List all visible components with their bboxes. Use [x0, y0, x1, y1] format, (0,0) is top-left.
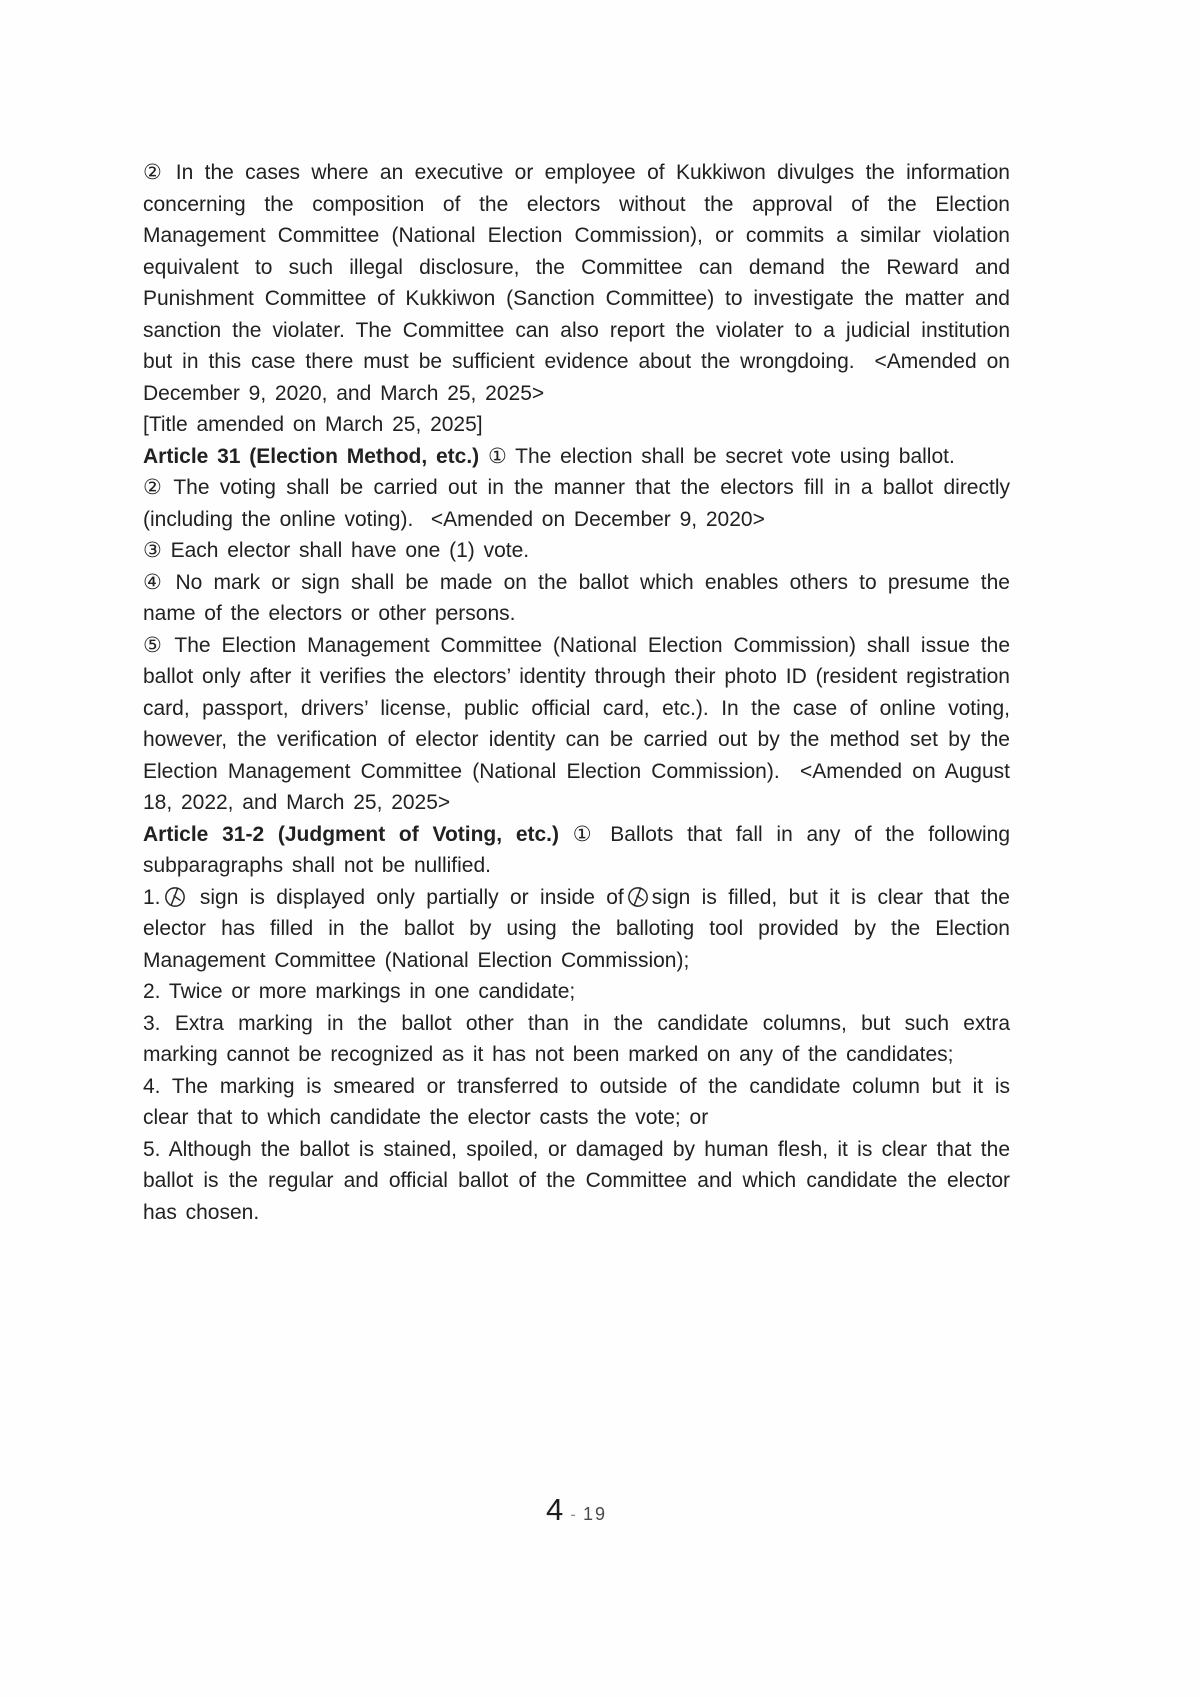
subitem-1	[143, 882, 1010, 977]
subitem-3: 3. Extra marking in the ballot other than in the candidate columns, but such extra marking cannot be recognized as it has not been marked on any of the candidates;	[143, 1011, 1010, 1066]
subitem-1-text-b: sign is filled, but it is clear that the elector has filled in the ballot by using the balloting tool provided by the Election Management Committee (National Election Commission);	[143, 885, 1010, 972]
article-31-item-3: ③ Each elector shall have one (1) vote.	[143, 539, 530, 562]
paragraph-kukkiwon-disclosure: ② In the cases where an executive or employee of Kukkiwon divulges the information concerning the composition of the electors without the approval of the Election Management Committee (National Election Commission), or commits a similar violation equivalent to such illegal disclosure, the Committee can demand the Reward and Punishment Committee of Kukkiwon (Sanction Committee) to investigate the matter and sanction the violater. The Committee can also report the violater to a judicial institution but in this case there must be sufficient evidence about the wrongdoing. <Amended on December 9, 2020, and March 25, 2025>	[143, 161, 1010, 405]
subitem-2: 2. Twice or more markings in one candidate;	[143, 980, 576, 1003]
article-31-2-paragraph	[143, 819, 1010, 882]
article-31-paragraph	[143, 441, 1010, 473]
article-31-heading: Article 31 (Election Method, etc.)	[143, 444, 480, 468]
page-number-separator: -	[570, 1505, 576, 1524]
title-amended-note: [Title amended on March 25, 2025]	[143, 413, 483, 436]
page-number: 4	[546, 1492, 564, 1527]
subitem-1-text-a: sign is displayed only partially or inside of	[188, 885, 624, 909]
page-total: 19	[582, 1504, 607, 1524]
article-31-item-4: ④ No mark or sign shall be made on the ballot which enables others to presume the name of the electors or other persons.	[143, 570, 1010, 625]
ballot-stamp-icon	[627, 886, 649, 908]
article-31-item-5: ⑤ The Election Management Committee (National Election Commission) shall issue the ballot only after it verifies the electors’ identity through their photo ID (resident registration card, passport, drivers’ license, public official card, etc.). In the case of online voting, however, the verification of elector identity can be carried out by the method set by the Election Management Committee (National Election Commission). <Amended on August 18, 2022, and March 25, 2025>	[143, 633, 1010, 814]
subitem-1-number: 1.	[143, 885, 161, 909]
subitem-5: 5. Although the ballot is stained, spoiled, or damaged by human flesh, it is clear that the ballot is the regular and official ballot of the Committee and which candidate the elector has chosen.	[143, 1137, 1010, 1224]
article-31-item-2: ② The voting shall be carried out in the manner that the electors fill in a ballot directly (including the online voting). <Amended on December 9, 2020>	[143, 476, 1010, 531]
page-footer	[143, 1494, 1010, 1531]
subitem-4: 4. The marking is smeared or transferred to outside of the candidate column but it is clear that to which candidate the elector casts the vote; or	[143, 1074, 1010, 1129]
article-31-intro: ① The election shall be secret vote using ballot.	[487, 444, 955, 468]
article-31-2-intro: ① Ballots that fall in any of the following subparagraphs shall not be nullified.	[143, 822, 1010, 877]
ballot-stamp-icon	[164, 886, 186, 908]
article-31-2-heading: Article 31-2 (Judgment of Voting, etc.)	[143, 822, 560, 846]
